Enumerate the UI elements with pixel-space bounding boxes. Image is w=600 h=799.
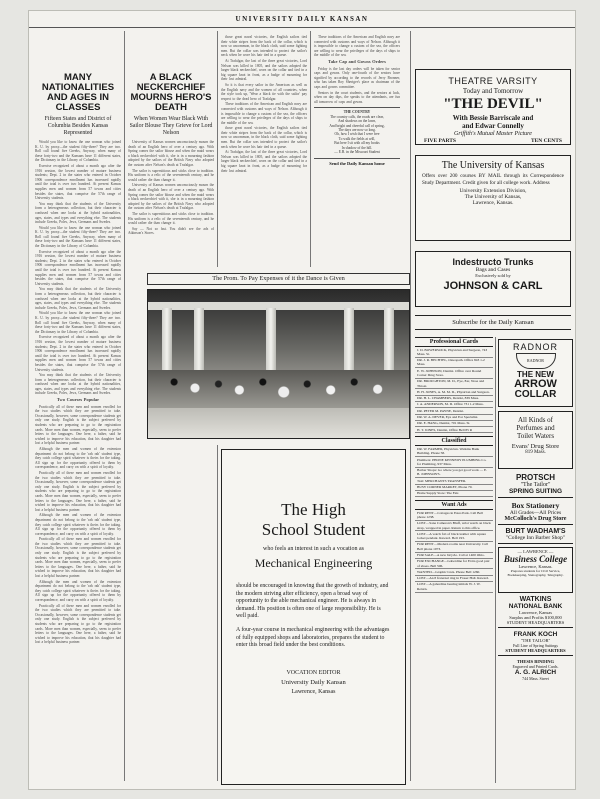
poem-line: And shadows on the lawn, [337, 119, 377, 124]
small-ads-column [498, 339, 573, 785]
univ-body: Offers over 200 courses BY MAIL through its Correspondence Study Department. Credit given for all college work. Address [422, 173, 564, 186]
poem-line: The days are now so long. [338, 127, 376, 132]
dance-floor [148, 408, 409, 438]
watkins-line1: WATKINS [519, 596, 552, 603]
sailor-body [221, 35, 307, 173]
listing: Home Supply Store: The Fair. [415, 491, 493, 497]
trunk-line2: Bags and Cases [475, 267, 511, 273]
mech-ad-line4: Mechanical Engineering [254, 556, 373, 570]
listing: DR. PETER M. PAYNE, Dentist. [415, 408, 493, 414]
univ-address-1: University Extension Division, [459, 188, 527, 195]
neckerchief-dek: When Women Wear Black With Sailor Blouse They Grieve for Lord Nelson [129, 116, 213, 136]
sailor-paragraph: These traditions of the American and English navy are connected with customs and ways of Nelson. Although it is impossible to change a custom of the sea, the officers are willing to wear the privileges of the days of ships to the middle of the sea. [221, 102, 307, 125]
business-line3: Lawrence, Kansas. [518, 564, 553, 569]
listing: FOR RENT—Cottages in Estes Park. Call Bell phone 1238. [415, 510, 493, 521]
listing: LOST—A watch fob of black leather with square locket pendant. Reward. Bell 193. [415, 531, 493, 542]
nationalities-paragraph: Exercise recognized of about a month ago after the 1916 session, the lowest number of mature business students; Dept. 2 in the states who entered in October 1906 correspondence enrollment has increased rapidly until the total is over two hundred. At present Kansas supplies men and women from 57 towns and cities besides the states, that comprise the 57th range of University students. [35, 249, 121, 286]
column-3 [221, 31, 307, 269]
nationalities-paragraph: Although the men and women of the extension department do not belong to the 'rah rah' student type, they catch college spirit whatever is theirs for the taking. All sign up for the opportunity offered to them by correspondence, and carry on with a spirit of loyalty. [35, 579, 121, 602]
radnor-title: RADNOR [512, 342, 558, 352]
column-rule [495, 337, 496, 783]
poem-line: But here I sit with all my books [334, 141, 380, 146]
burt-line2: "College Inn Barber Shop" [505, 535, 566, 541]
koch-line4: STUDENT HEADQUARTERS [505, 648, 566, 653]
box-line1: Box Stationery [511, 501, 560, 510]
mech-ad-line1: The High [281, 500, 346, 519]
listing: E. W. JOHNSON, Dentist. Office over Round Corner Drug Store. [415, 368, 493, 379]
column-rule [217, 31, 218, 267]
poem-line: THE COUNTRY [343, 110, 371, 115]
poem-line: The country calls, the roads are clear, [330, 114, 384, 119]
listing: DR. E. HANG, Dentist, 701 Mass. St. [415, 421, 493, 427]
theatre-price-row [416, 137, 570, 145]
university-correspondence-ad [415, 155, 571, 241]
koch-line3: Full Line of Spring Suitings [513, 643, 558, 648]
poem-credit: — E.B. in the Missouri Student [334, 149, 380, 154]
listing: DR. H. L. CHAMBERS, Dentist, 839 Mass. [415, 396, 493, 402]
burt-line1: BURT WADHAM'S [505, 528, 566, 535]
sailor-paragraph: those great naval victories, the English sailors tied their white stripes from the back of the collar, which is now so uncommon, in the black cloth, said some fighting men. But the collar was intended to protect the sailor's neck when he wore his hair tied in a queue. [221, 126, 307, 149]
mechanical-engineering-ad [221, 449, 406, 785]
neckerchief-paragraph: University of Kansas women unconsciously mourn the death of an English hero of over a century ago. With Spring comes the sailor blouse and when the maid wears a black neckerchief with it, she is in a mourning fashion adopted by the sailors of the British Navy who adopted the custom after Nelson's death at Trafalgar. [128, 140, 214, 167]
mech-ad-body2: A four-year course in mechanical engineering with the advantages of fully equipped shops and laboratories, prepares the student to enter this broad field under the best conditions. [236, 626, 390, 649]
mech-ad-signature-1: VOCATION EDITOR [286, 669, 341, 676]
nationalities-paragraph: Would you like to know the one woman who joined K. U. by proxy—the student fifty-three? They are two. Roll call found five Greeks, Anyway, when many of these forty-two and the Kansans have 11 different states, the Dictionary in the Library of Columbia. [35, 140, 121, 163]
dancing-crowd [148, 370, 409, 410]
radnor-line3: THE NEW [517, 370, 554, 379]
listing: FOR RENT—Modern rooms near University. Call Bell phone 1073. [415, 542, 493, 553]
protsch-ad [498, 473, 573, 498]
mech-ad-line3: who feels an interest in such a vocation as [263, 546, 364, 552]
listing: LOST—Sana Cameron's Bluff, wrist watch on black strap, wrapped in paper. Return to this office. [415, 521, 493, 532]
listing: DR. W. A. DEVER, Eye and Ear Specialist. [415, 415, 493, 421]
sailor-paragraph: those great naval victories, the English sailors tied their white stripes from the back of the collar, which is now so uncommon, in the black cloth, said some fighting men. But the collar was intended to protect the sailor's neck when he wore his hair tied in a queue. [221, 35, 307, 58]
protsch-line1: PROTSCH [515, 473, 556, 482]
sailor-paragraph: So it is that every sailor in the American as well as the English navy and the women of all countries, when the style took up, 'Wear a black tie with the sailor' pay respect to the dead hero of Trafalgar. [221, 82, 307, 101]
thesis-binding-ad [498, 659, 573, 681]
column-rule [310, 31, 311, 267]
thesis-line4: 744 Mass. Street [522, 676, 549, 681]
nationalities-paragraph: Practically all of these men and women enrolled for the two studies which they are permitted to take. Occasionally, however, some correspondence students get only one study. English is the subject preferred by students who are preparing to go to the registration cards. More men than women, especially, seem to prefer letters to the languages. One here, a father, said he wished to improve his education, that his daughter had lost a helpful business partner. [35, 404, 121, 446]
nationalities-headline: MANY NATIONALITIES AND AGES IN CLASSES [41, 72, 115, 113]
nationalities-body [35, 140, 121, 645]
trunk-line4: JOHNSON & CARL [443, 280, 543, 292]
evans-line3: Toilet Waters [516, 432, 555, 440]
prom-photograph [147, 289, 410, 439]
hall-beam [148, 302, 409, 310]
hall-pillar [384, 308, 394, 378]
listing: H. T. JONES, Dentist, Office Bell 85 R [415, 427, 493, 433]
nationalities-paragraph: Would you like to know the one woman who joined K. U. by proxy—the student fifty-three? They are two. Roll call found five Greeks, Anyway, when many of these forty-two and the Kansans have 11 different states, the Dictionary in the Library of Columbia. [35, 311, 121, 334]
burt-wadham-ad [498, 528, 573, 544]
nationalities-paragraph: You may think that the students of the University form a heterogeneous collection, but their character is confused when one looks at the hybrid nationalities, ages, states, and types and everything else. The students include Greeks, Poles, Jews, Germans and Swedes. [35, 373, 121, 396]
caps-paragraph: Seniors in the court students, and the seniors at luck, when on day dips, the speaks to the attendants, are fun all tomorrow of caps and gowns. [314, 90, 400, 104]
neckerchief-headline: A BLACK NECKERCHIEF MOURNS HERO'S DEATH [130, 72, 212, 113]
mech-ad-signature-2: University Daily Kansan [281, 678, 346, 686]
evans-line1: All Kinds of [518, 416, 553, 424]
radnor-line5: COLLAR [514, 389, 557, 400]
nationalities-paragraph: Although the men and women of the extension department do not belong to the 'rah rah' student type, they catch college spirit whatever is theirs for the taking. All sign up for the opportunity offered to them by correspondence, and carry on with a spirit of loyalty. [35, 447, 121, 470]
caps-paragraph: These traditions of the American and English navy are connected with customs and ways of Nelson. Although it is impossible to change a custom of the sea, the officers are willing to wear the privileges of the days of ships to the middle of the sea. [314, 35, 400, 58]
indestructo-trunks-ad [415, 251, 571, 307]
nationalities-paragraph: You may think that the students of the University form a heterogeneous collection, but their character is confused when one looks at the hybrid nationalities, ages, states, and types and everything else. The students include Greeks, Poles, Jews, Germans and Swedes. [35, 201, 121, 225]
business-line2: Business College [503, 554, 568, 564]
poem-block [314, 107, 400, 154]
theatre-line3: "THE DEVIL" [443, 96, 543, 112]
listing: Barber Shops: Go where you get good work — E. B. JOHNSON'S. [415, 468, 493, 479]
professional-title: Professional Cards [415, 337, 493, 347]
listing: H. H. JONES, A. M. M. D., Physician and Surgeon. [415, 389, 493, 395]
newspaper-page [28, 10, 576, 790]
hall-pillar [344, 308, 354, 378]
neckerchief-paragraph: The sailor is superstitious and sticks close to tradition. His uniform is a relic of the seventeenth century, and he would rather die than change it. [128, 168, 214, 182]
nationalities-paragraph: Practically all of these men and women enrolled for the two studies which they are permitted to take. Occasionally, however, some correspondence students get only one study. English is the subject preferred by students who are preparing to go to the registration cards. More men than women, especially, seem to prefer letters to the languages. One here, a father, said he wished to improve his education, that his daughter had lost a helpful business partner. [35, 537, 121, 579]
theatre-price: TEN CENTS [530, 138, 562, 144]
mech-ad-signature-3: Lawrence, Kansas [291, 688, 336, 695]
nationalities-paragraph: Practically all of these men and women enrolled for the two studies which they are permitted to take. Occasionally, however, some correspondence students get only one study. English is the subject preferred by students who are preparing to go to the registration cards. More men than women, especially, seem to prefer letters to the languages. One here, a father, said he wished to improve his education, that his daughter had lost a helpful business partner. [35, 470, 121, 512]
listing: BUSY CORNER MARKET, Phone 70. [415, 485, 493, 491]
thesis-line1: THESIS BINDING [516, 659, 555, 664]
listing: J. A. ANDERSON, M. D. Office 731 1-2 Mass. [415, 402, 493, 408]
evans-line2: Perfumes and [516, 424, 555, 432]
listing: DR. W. FARMER, Physician. Watkins Bank Building. Phone 58. [415, 446, 493, 457]
column-rule [410, 31, 411, 781]
column-1 [35, 31, 121, 783]
listing: LOST—An 8 fraternal ring in Fraser Hall. Reward. [415, 576, 493, 582]
nationalities-paragraph: Would you like to know the one woman who joined K. U. by proxy—the student fifty-three? They are two. Roll call found five Greeks, Anyway, when many of these forty-two and the Kansans have 11 different states, the Dictionary in the Library of Columbia. [35, 225, 121, 249]
nationalities-subhead: Two Courses Popular [56, 397, 100, 403]
caps-subhead: Take Cap and Gowns Orders [328, 58, 386, 64]
poem-line: To walk the fields at will, [338, 136, 376, 141]
watkins-line5: STUDENT HEADQUARTERS [506, 620, 565, 625]
theatre-line1: THEATRE VARSITY [448, 76, 538, 86]
neckerchief-paragraph: University of Kansas women unconsciously mourn the death of an English hero of over a century ago. With Spring comes the sailor blouse and when the maid wears a black neckerchief with it, she is in a mourning fashion adopted by the sailors of the British Navy who adopted the custom after Nelson's death at Trafalgar. [128, 183, 214, 211]
watkins-line3: Lawrence, Kansas [519, 610, 552, 615]
watkins-bank-ad [498, 596, 573, 628]
evans-drug-ad [498, 411, 573, 469]
nationalities-paragraph: You may think that the students of the University form a heterogeneous collection, but their character is confused when one looks at the hybrid nationalities, ages, states, and types and everything else. The students include Greeks, Poles, Jews, Germans and Swedes. [35, 287, 121, 310]
caps-paragraph: Friday is the last day orders will be taken for senior caps and gowns. Only one-fourth of the seniors have signified by according to the records of Jerry Bronner, who has taken Roy Sheriger's place as chairman of the caps and gowns committee. [314, 66, 400, 89]
radnor-arrow-collar-ad [498, 339, 573, 407]
protsch-line2: "The Tailor" [520, 482, 551, 488]
evans-line4: Evans' Drug Store [511, 443, 560, 450]
listing: LOST—A gaberdine bearing initials W. J. W. Return. [415, 582, 493, 593]
mech-ad-body: should be encouraged in knowing that the growth of industry, and the modern striving after efficiency, open a broad way of opportunity to the able mechanical engineer. He is always in demand. His position is often one of large responsibility. He is well paid. [236, 583, 389, 620]
send-kansan-footer: Send the Daily Kansan home [314, 158, 400, 166]
business-college-ad [498, 547, 573, 593]
hall-pillar [266, 308, 276, 378]
theatre-varsity-ad [415, 69, 571, 145]
listing: FOR SALE—A new bicycle. Call at 1400 Ohio. [415, 553, 493, 559]
watkins-line2: NATIONAL BANK [508, 603, 563, 610]
subscribe-banner: Subscribe for the Daily Kansan [415, 315, 571, 330]
sailor-paragraph: At Trafalgar, the last of the three great victories, Lord Nelson was killed in 1805, and the sailors adopted the larger black neckerchief, worn on the collar and tied in a big square knot in front, as a badge of mourning for their lost admiral. [221, 58, 307, 82]
watkins-line4: Surplus and Profits $100,000 [509, 615, 562, 620]
listing: FOR EXCHANGE—Gaberdine for Extra good pair of shoes. Bell 506. [415, 559, 493, 570]
listing: Taxi: MERCHANTS TRANSFER. [415, 478, 493, 484]
listing: DR. BROUGHTON, M. D., Eye, Ear, Nose and Throat. [415, 379, 493, 390]
evans-line5: 819 Mass. [525, 450, 546, 455]
theatre-line2: Today and Tomorrow [462, 87, 524, 95]
listing: DR. J. R. BECHTEL, Osteopath. Office 843 1-2 Mass. [415, 358, 493, 369]
nationalities-paragraph: Practically all of these men and women enrolled for the two studies which they are permitted to take. Occasionally, however, some correspondence students get only one study. English is the subject preferred by students who are preparing to go to the registration cards. More men than women, especially, seem to prefer letters to the languages. One here, a father, said he wished to improve his education, that his daughter had lost a helpful business partner. [35, 603, 121, 645]
masthead: UNIVERSITY DAILY KANSAN [29, 15, 575, 28]
nationalities-paragraph: Although the men and women of the extension department do not belong to the 'rah rah' student type, they catch college spirit whatever is theirs for the taking. All sign up for the opportunity offered to them by correspondence, and carry on with a spirit of loyalty. [35, 513, 121, 536]
listing: Plumbers: PHONE KENNEDY PLUMBING Co. for Plumbing, 937 Mass. [415, 457, 493, 468]
theatre-line5: and Edwar Connelly [462, 122, 524, 130]
professional-cards-column [415, 337, 493, 785]
business-line1: — LAWRENCE — [517, 549, 554, 554]
koch-line2: "THE TAILOR" [520, 638, 551, 643]
column-rule [124, 31, 125, 781]
univ-address-2: The University of Kansas, [464, 194, 522, 201]
box-line3: McColloch's Drug Store [504, 516, 567, 522]
frank-koch-ad [498, 631, 573, 656]
hall-pillar [194, 308, 204, 378]
poem-line: Oh, how I wish that I were free [334, 132, 380, 137]
box-stationery-ad [498, 501, 573, 525]
neckerchief-paragraph: The sailor is superstitious and sticks close to tradition. His uniform is a relic of the seventeenth century, and he would rather die than change it. [128, 211, 214, 226]
trunk-line1: Indestructo Trunks [452, 257, 534, 267]
koch-line1: FRANK KOCH [513, 631, 558, 638]
column-rule [217, 445, 218, 781]
listing: WANTED—Graphic Lists. Phone Bell 1260. [415, 569, 493, 575]
mech-ad-line2: School Student [261, 520, 366, 539]
collar-illustration: RADNOR [516, 353, 556, 369]
box-line2: All Grades—All Prices [509, 510, 562, 516]
nationalities-paragraph: Exercise recognized of about a month ago after the 1916 session, the lowest number of mature business students; Dept. 2 in the states who entered in October 1906 correspondence enrollment has increased rapidly until the total is over two hundred. At present Kansas supplies men and women from 57 towns and cities besides the states, that comprise the 57th range of University students. [35, 335, 121, 372]
poem-line: And bright and cheerful call of spring, [329, 123, 385, 128]
nationalities-dek: Fifteen States and District of Columbia Besides Kansas Represented [44, 116, 112, 136]
caps-body [314, 35, 400, 104]
theatre-line4: With Bessie Barriscale and [452, 114, 534, 122]
univ-address-3: Lawrence, Kansas. [472, 200, 514, 207]
hall-pillar [162, 308, 172, 378]
theatre-line6: Griffith's Mutual Master Picture [454, 131, 532, 137]
theatre-parts: FIVE PARTS [424, 138, 456, 144]
photo-caption: The Prom. To Pay Expenses of it the Dance is Given [147, 273, 410, 285]
poem-line: In shadow of the hill. [341, 145, 373, 150]
thesis-line2: Engraved and Printed Cards. [512, 664, 559, 669]
univ-title: The University of Kansas [441, 160, 545, 171]
trunk-line3: Exclusively sold by [475, 273, 511, 278]
column-2 [128, 31, 214, 269]
want-ads-title: Want Ads [415, 500, 493, 510]
column-4 [314, 31, 400, 269]
radnor-line4: ARROW [514, 378, 557, 390]
nationalities-paragraph: Exercise recognized of about a month ago after the 1916 session, the lowest number of mature business students; Dept. 2 in the states who entered in October 1906 correspondence enrollment has increased rapidly until the total is over two hundred. At present Kansas supplies men and women from 57 towns and cities besides the states, that comprise the 57th range of University students. [35, 163, 121, 201]
listing: J. D. BOWERSOCK, Physician and Surgeon, 743 Mass. St. [415, 347, 493, 358]
neckerchief-paragraph: Say — Not so fast. You didn't see the ads of Atkinson's Stores. [128, 226, 214, 236]
business-line4: Prepares students for Civil Service, Bookkeeping, Stenography, Telegraphy. [507, 569, 564, 578]
protsch-line3: SPRING SUITING [508, 488, 563, 495]
thesis-line3: A. G. ALRICH [514, 669, 557, 676]
sailor-paragraph: At Trafalgar, the last of the three great victories, Lord Nelson was killed in 1805, and the sailors adopted the larger black neckerchief, worn on the collar and tied in a big square knot in front, as a badge of mourning for their lost admiral. [221, 150, 307, 173]
classified-title: Classified [415, 436, 493, 446]
neckerchief-body [128, 140, 214, 236]
